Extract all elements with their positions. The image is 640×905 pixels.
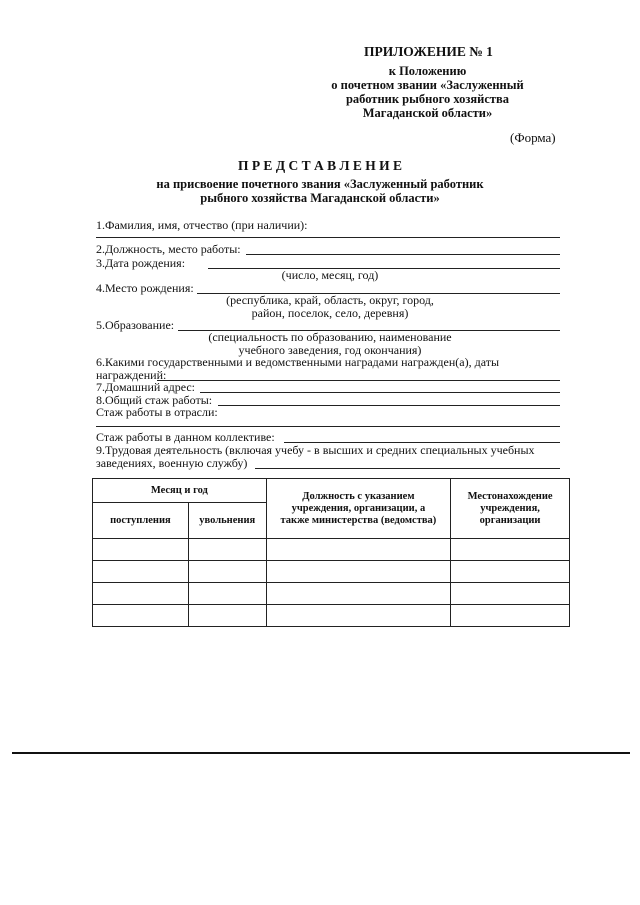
field-work-history-label-2: заведениях, военную службу) <box>96 456 248 470</box>
table-row <box>93 539 570 561</box>
field-awards-label-1: 6.Какими государственными и ведомственными наградами награжден(а), даты <box>96 355 500 369</box>
table-cell[interactable] <box>451 605 570 627</box>
table-cell[interactable] <box>451 583 570 605</box>
form-label: (Форма) <box>510 130 556 145</box>
field-industry-experience-line[interactable] <box>96 426 560 427</box>
appendix-line: Магаданской области» <box>362 106 493 120</box>
field-awards-line[interactable] <box>157 380 560 381</box>
field-education-hint-1: (специальность по образованию, наименование <box>208 330 452 344</box>
field-birth-place-hint-2: район, поселок, село, деревня) <box>251 306 409 320</box>
field-team-experience-label: Стаж работы в данном коллективе: <box>96 430 275 444</box>
table-cell[interactable] <box>188 539 266 561</box>
field-education-label: 5.Образование: <box>96 318 175 332</box>
page-bottom-rule <box>12 752 630 754</box>
table-cell[interactable] <box>451 539 570 561</box>
table-cell[interactable] <box>93 583 189 605</box>
appendix-line: к Положению <box>388 64 467 78</box>
field-awards-label-2: награждений: <box>96 368 167 382</box>
work-history-table <box>92 478 570 627</box>
table-cell[interactable] <box>188 605 266 627</box>
table-cell[interactable] <box>266 583 450 605</box>
table-header-month-year: Месяц и год <box>93 479 267 503</box>
appendix-line: работник рыбного хозяйства <box>345 92 510 106</box>
table-cell[interactable] <box>451 561 570 583</box>
table-row <box>93 605 570 627</box>
table-cell[interactable] <box>266 539 450 561</box>
appendix-line: о почетном звании «Заслуженный <box>331 78 524 92</box>
field-work-history-line[interactable] <box>255 468 560 469</box>
table-row <box>93 583 570 605</box>
field-birth-date-label: 3.Дата рождения: <box>96 256 186 270</box>
table-header-location: Местонахождение учреждения, организации <box>451 479 570 539</box>
field-industry-experience-label: Стаж работы в отрасли: <box>96 405 218 419</box>
table-cell[interactable] <box>93 539 189 561</box>
field-education-hint-2: учебного заведения, год окончания) <box>238 343 422 357</box>
appendix-number: ПРИЛОЖЕНИЕ № 1 <box>364 44 493 59</box>
table-cell[interactable] <box>188 583 266 605</box>
table-row <box>93 561 570 583</box>
document-subtitle-line-1: на присвоение почетного звания «Заслуженный работник <box>156 177 484 191</box>
table-cell[interactable] <box>266 605 450 627</box>
table-header-end: увольнения <box>188 503 266 539</box>
field-work-history-label-1: 9.Трудовая деятельность (включая учебу - в высших и средних специальных учебных <box>96 443 535 457</box>
field-position-line[interactable] <box>246 254 560 255</box>
field-total-experience-label: 8.Общий стаж работы: <box>96 393 213 407</box>
field-full-name-line[interactable] <box>96 237 560 238</box>
table-cell[interactable] <box>266 561 450 583</box>
appendix-subtitle <box>300 64 555 120</box>
table-cell[interactable] <box>93 561 189 583</box>
field-position-label: 2.Должность, место работы: <box>96 242 241 256</box>
field-birth-place-hint-1: (республика, край, область, округ, город, <box>226 293 434 307</box>
field-birth-date-hint: (число, месяц, год) <box>281 268 379 282</box>
table-cell[interactable] <box>93 605 189 627</box>
table-header-start: поступления <box>93 503 189 539</box>
field-home-address-line[interactable] <box>200 392 560 393</box>
table-header-position: Должность с указанием учреждения, организации, а также министерства (ведомства) <box>266 479 450 539</box>
field-birth-place-label: 4.Место рождения: <box>96 281 194 295</box>
field-total-experience-line[interactable] <box>218 405 560 406</box>
table-cell[interactable] <box>188 561 266 583</box>
document-title: П Р Е Д С Т А В Л Е Н И Е <box>237 158 403 173</box>
field-full-name-label: 1.Фамилия, имя, отчество (при наличии): <box>96 218 308 232</box>
field-home-address-label: 7.Домашний адрес: <box>96 380 196 394</box>
document-subtitle-line-2: рыбного хозяйства Магаданской области» <box>200 191 440 205</box>
